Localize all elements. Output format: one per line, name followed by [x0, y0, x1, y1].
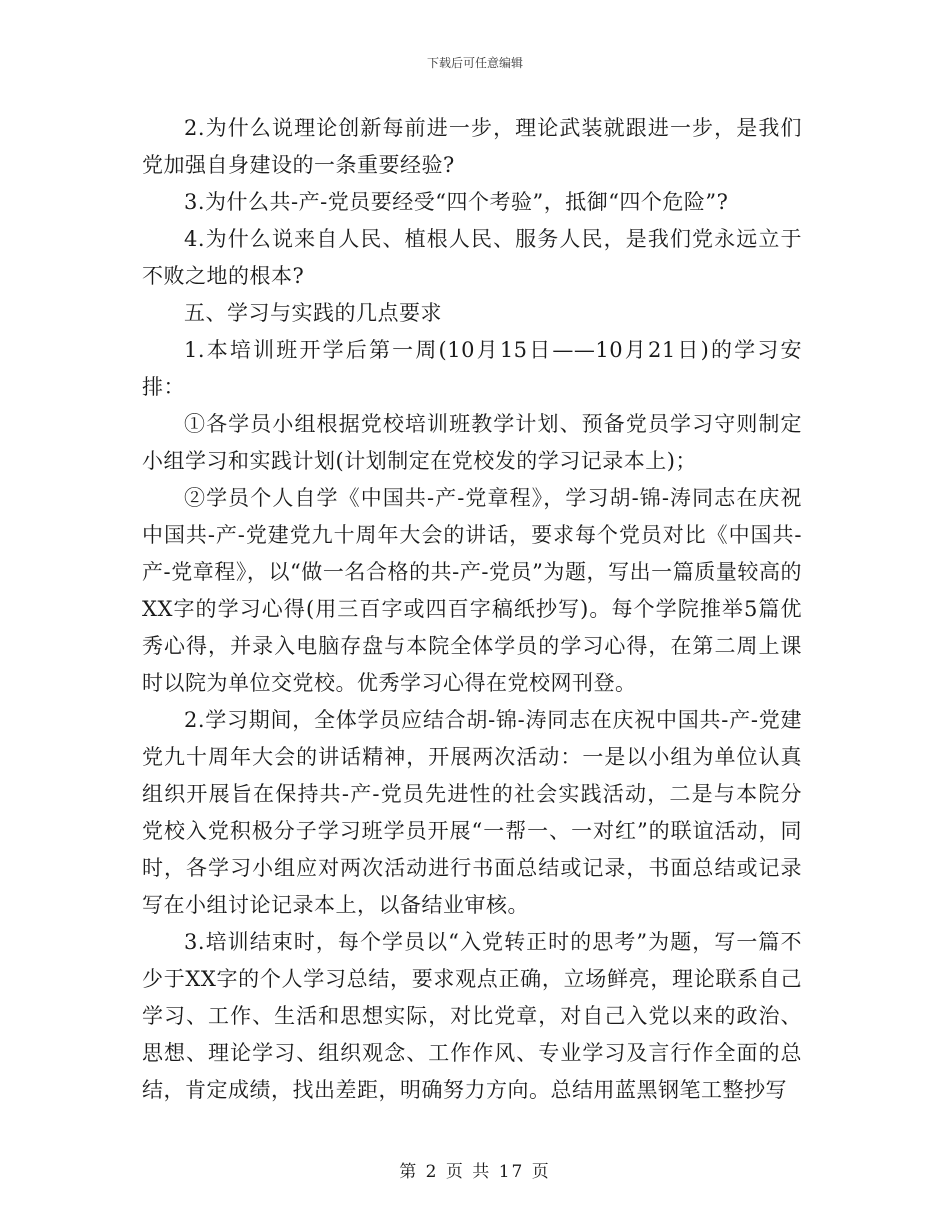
section-heading: 五、学习与实践的几点要求	[184, 301, 442, 325]
requirement-1-item-1: ①各学员小组根据党校培训班教学计划、预备党员学习守则制定小组学习和实践计划(计划制定在党校发的学习记录本上)；	[142, 412, 802, 473]
requirement-1: 1.本培训班开学后第一周(10月15日——10月21日)的学习安排：	[142, 338, 802, 399]
document-body	[142, 110, 802, 1109]
question-4: 4.为什么说来自人民、植根人民、服务人民，是我们党永远立于不败之地的根本?	[142, 227, 802, 288]
page-number: 第 2 页 共 17 页	[399, 1162, 551, 1182]
requirement-1-item-2: ②学员个人自学《中国共-产-党章程》，学习胡-锦-涛同志在庆祝中国共-产-党建党九十周年大会的讲话，要求每个党员对比《中国共-产-党章程》，以“做一名合格的共-产-党员”为题，写出一篇质量较高的XX字的学习心得(用三百字或四百字稿纸抄写)。每个学院推举5篇优秀心得，并录入电脑存盘与本院全体学员的学习心得，在第二周上课时以院为单位交党校。优秀学习心得在党校网刊登。	[142, 486, 802, 695]
question-3: 3.为什么共-产-党员要经受“四个考验”，抵御“四个危险”?	[184, 190, 729, 214]
requirement-2: 2.学习期间，全体学员应结合胡-锦-涛同志在庆祝中国共-产-党建党九十周年大会的讲话精神，开展两次活动：一是以小组为单位认真组织开展旨在保持共-产-党员先进性的社会实践活动，二是与本院分党校入党积极分子学习班学员开展“一帮一、一对红”的联谊活动，同时，各学习小组应对两次活动进行书面总结或记录，书面总结或记录写在小组讨论记录本上，以备结业审核。	[142, 708, 802, 917]
question-2: 2.为什么说理论创新每前进一步，理论武装就跟进一步，是我们党加强自身建设的一条重要经验?	[142, 116, 802, 177]
page-header: 下载后可任意编辑	[426, 56, 523, 70]
requirement-3: 3.培训结束时，每个学员以“入党转正时的思考”为题，写一篇不少于XX字的个人学习总结，要求观点正确，立场鲜亮，理论联系自己学习、工作、生活和思想实际，对比党章，对自己入党以来的政治、思想、理论学习、组织观念、工作作风、专业学习及言行作全面的总结，肯定成绩，找出差距，明确努力方向。总结用蓝黑钢笔工整抄写	[142, 930, 802, 1102]
